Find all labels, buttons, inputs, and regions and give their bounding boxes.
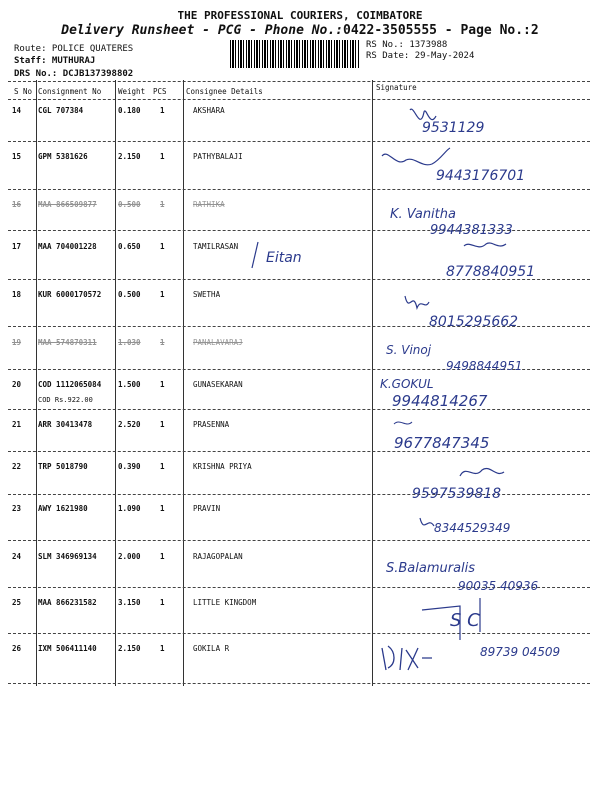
row-sno: 17 [12,242,22,251]
hw-26: 89739 04509 [480,645,561,659]
col-weight: Weight [118,87,146,96]
rs-number: RS No.: 1373988 [366,40,448,50]
row-weight: 0.500 [118,290,141,299]
row-consignee: PRASENNA [193,420,230,429]
hw-16-phone: 9944381333 [430,223,513,238]
hw-16-name: K. Vanitha [390,207,456,222]
hw-17-name: Eitan [266,250,302,266]
hw-24-phone: 90035 40936 [458,579,539,593]
row-consignee: GUNASEKARAN [193,380,243,389]
header-top-rule [8,81,590,82]
row-weight: 1.030 [118,338,141,347]
row-weight: 2.150 [118,644,141,653]
hw-25: S C [450,610,480,631]
row-consignment-no: MAA 866231582 [38,598,97,607]
row-weight: 0.650 [118,242,141,251]
col-pcs: PCS [153,87,167,96]
row-weight: 0.390 [118,462,141,471]
row-consignee: PATHYBALAJI [193,152,243,161]
row-pcs: 1 [160,504,165,513]
row-consignee: AKSHARA [193,106,225,115]
row-pcs: 1 [160,380,165,389]
row-sno: 20 [12,380,22,389]
row-consignment-no: TRP 5018790 [38,462,88,471]
hw-15: 9443176701 [436,168,526,184]
row-weight: 0.180 [118,106,141,115]
row-sno: 18 [12,290,22,299]
hw-22: 9597539818 [412,486,502,502]
row-consignment-no: ARR 30413478 [38,420,93,429]
row-consignment-no: AWY 1621980 [38,504,88,513]
row-sno: 23 [12,504,22,513]
page-number: - Page No.:2 [436,23,539,38]
rs-date: RS Date: 29-May-2024 [366,51,475,61]
signature-17-icon [250,238,580,282]
col-consignee: Consignee Details [186,87,263,96]
col-signature: Signature [376,83,417,92]
row-sno: 14 [12,106,22,115]
divider-3 [183,80,184,686]
signature-24-icon [384,552,584,596]
row-pcs: 1 [160,598,165,607]
row-consignee: LITTLE KINGDOM [193,598,257,607]
signature-26-icon [378,638,578,682]
signature-20-icon [378,374,588,414]
row-weight: 1.500 [118,380,141,389]
row-consignee: RAJAGOPALAN [193,552,243,561]
row-pcs: 1 [160,420,165,429]
row-pcs: 1 [160,200,165,209]
row-pcs: 1 [160,552,165,561]
hw-14: 9531129 [422,120,485,136]
row-separator [8,683,590,684]
row-consignee: PRAVIN [193,504,221,513]
barcode-image [230,40,360,68]
row-sno: 15 [12,152,22,161]
row-pcs: 1 [160,242,165,251]
row-weight: 2.000 [118,552,141,561]
row-consignee: TAMILRASAN [193,242,239,251]
row-consignee: SWETHA [193,290,221,299]
row-consignment-no: KUR 6000170572 [38,290,102,299]
row-pcs: 1 [160,106,165,115]
row-cod-amount: COD Rs.922.00 [38,396,93,404]
subtitle-prefix: Delivery Runsheet - PCG - Phone No.: [61,23,344,38]
drs-number: DRS No.: DCJB137398802 [14,69,134,79]
row-pcs: 1 [160,152,165,161]
row-pcs: 1 [160,338,165,347]
row-consignment-no: COD 1112065084 [38,380,102,389]
row-pcs: 1 [160,644,165,653]
row-separator [8,189,590,190]
hw-23: 8344529349 [434,521,511,535]
hw-24-name: S.Balamuralis [386,561,476,576]
hw-19-phone: 9498844951 [446,359,523,373]
signature-23-icon [418,512,588,546]
row-sno: 26 [12,644,22,653]
hw-17-phone: 8778840951 [446,264,536,280]
signature-21-icon [392,416,582,456]
row-consignee: RATHIKA [193,200,225,209]
phone-number: 0422-3505555 [343,23,437,38]
company-title: THE PROFESSIONAL COURIERS, COIMBATORE [177,9,423,22]
row-sno: 25 [12,598,22,607]
row-sno: 19 [12,338,22,347]
row-weight: 3.150 [118,598,141,607]
hw-21: 9677847345 [394,434,490,452]
signature-16-icon [388,200,588,240]
hw-20-name: K.GOKUL [380,377,434,391]
row-pcs: 1 [160,290,165,299]
row-sno: 22 [12,462,22,471]
row-sno: 24 [12,552,22,561]
hw-20-phone: 9944814267 [392,392,488,410]
row-consignee: KRISHNA PRIYA [193,462,252,471]
row-consignment-no: MAA 866509877 [38,200,97,209]
row-consignment-no: GPM 5381626 [38,152,88,161]
row-sno: 16 [12,200,22,209]
header-bottom-rule [8,99,590,100]
divider-4 [372,80,373,686]
row-consignee: GOKILA R [193,644,230,653]
signature-19-icon [384,336,584,376]
staff-label: Staff: MUTHURAJ [14,56,96,66]
row-pcs: 1 [160,462,165,471]
divider-1 [36,80,37,686]
row-weight: 1.090 [118,504,141,513]
hw-18: 8015295662 [429,314,519,330]
col-sno: S No [14,87,33,96]
signature-22-icon [410,460,580,506]
row-consignment-no: CGL 707384 [38,106,84,115]
hw-19-name: S. Vinoj [386,343,432,357]
signature-14-icon [380,102,580,142]
divider-2 [115,80,116,686]
row-consignment-no: MAA 574870311 [38,338,97,347]
row-consignment-no: SLM 346969134 [38,552,97,561]
signature-25-icon [420,594,580,644]
row-consignment-no: IXM 506411140 [38,644,97,653]
signature-15-icon [378,144,588,189]
row-consignee: PANALAVARAJ [193,338,243,347]
row-weight: 2.520 [118,420,141,429]
signature-18-icon [395,290,585,330]
route-label: Route: POLICE QUATERES [14,44,134,54]
row-consignment-no: MAA 704001228 [38,242,97,251]
row-weight: 2.150 [118,152,141,161]
row-sno: 21 [12,420,22,429]
col-consignment: Consignment No [38,87,102,96]
row-weight: 0.500 [118,200,141,209]
runsheet-subtitle [0,23,600,38]
